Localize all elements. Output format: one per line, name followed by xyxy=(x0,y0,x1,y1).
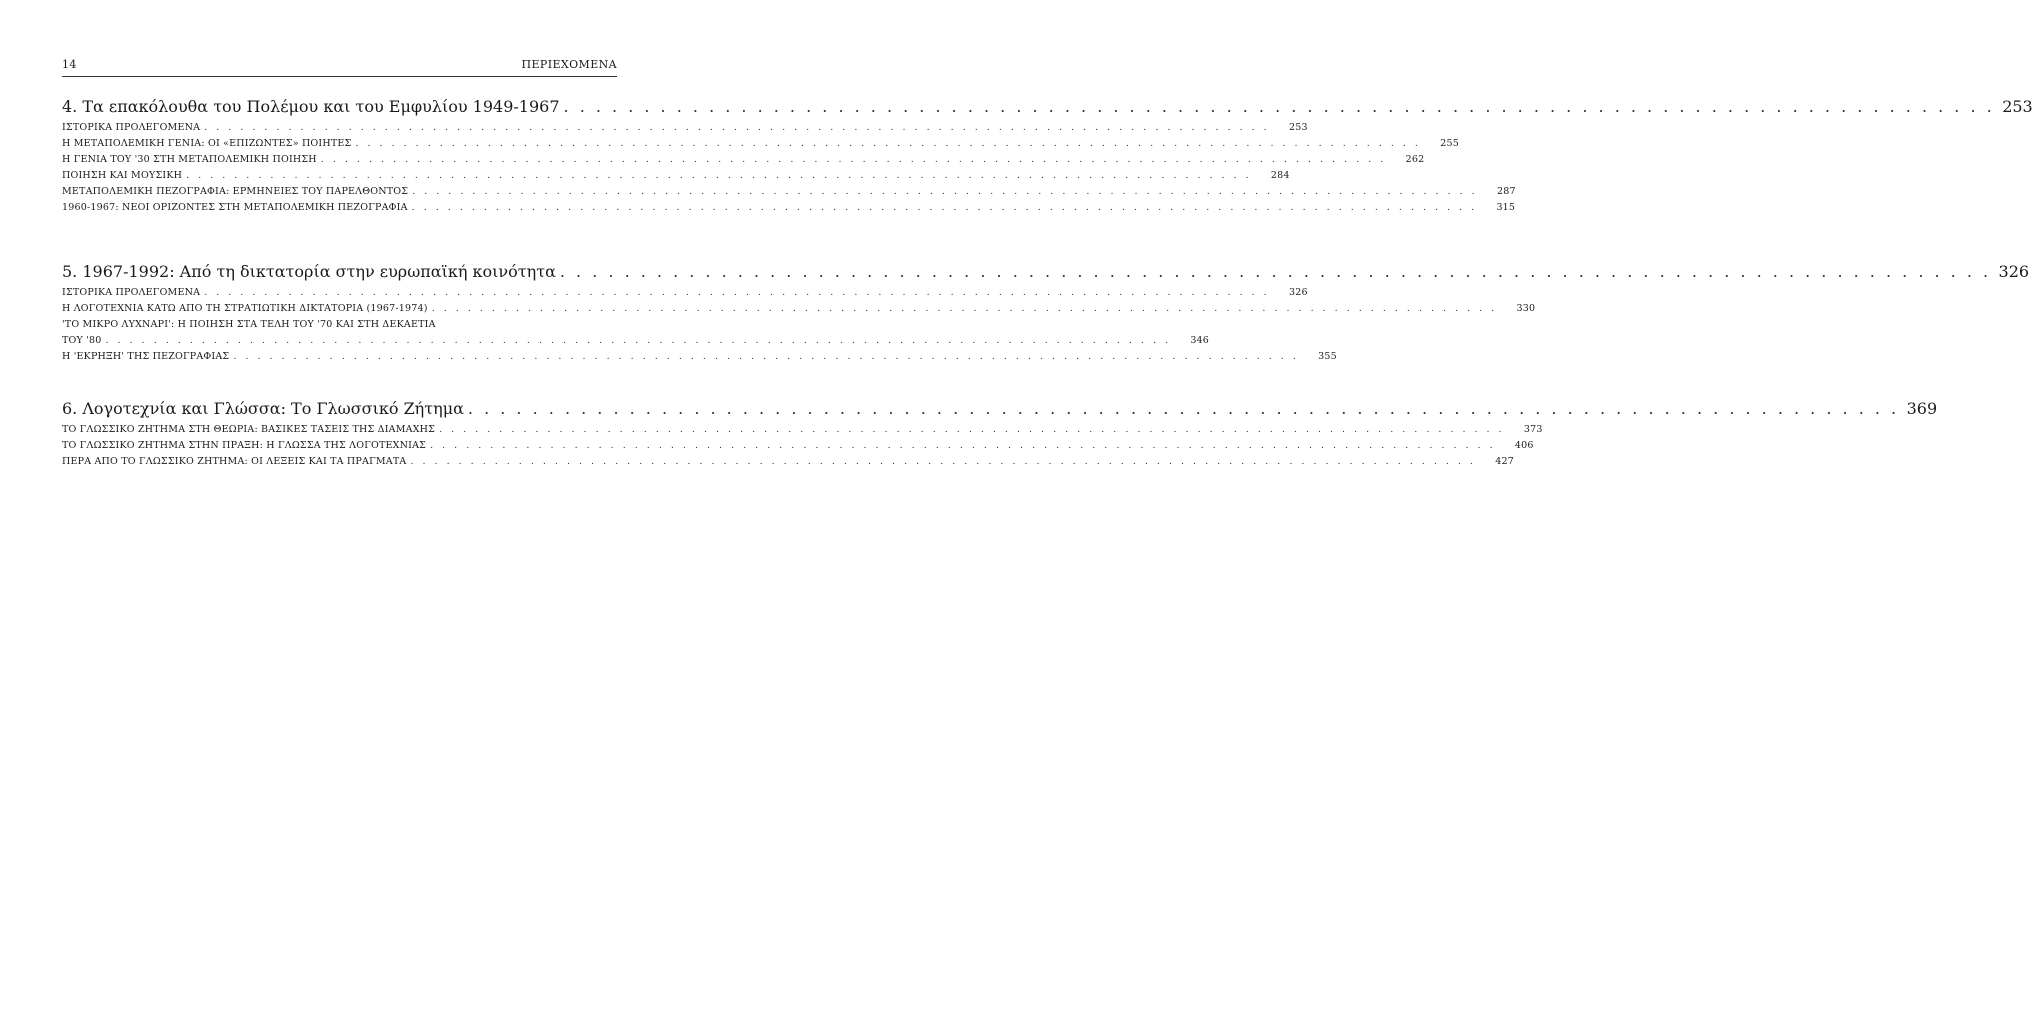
dot-leader xyxy=(439,422,1505,438)
chapter-title: Λογοτεχνία και Γλώσσα: Το Γλωσσικό Ζήτημα xyxy=(82,399,464,418)
page-number: 14 xyxy=(62,58,77,71)
toc-entry xyxy=(62,184,1516,200)
dot-leader xyxy=(410,454,1476,470)
entry-page: 406 xyxy=(1514,440,1534,451)
chapter-number: 6. xyxy=(62,399,78,418)
chapter-heading xyxy=(62,261,2030,283)
entry-page: 255 xyxy=(1440,138,1459,149)
entry-title: ΠΟΙΗΣΗ ΚΑΙ ΜΟΥΣΙΚΗ xyxy=(62,170,183,181)
dot-leader xyxy=(564,96,1995,118)
toc-entry xyxy=(62,349,1337,365)
entry-page: 326 xyxy=(1288,287,1308,298)
entry-title: ΠΕΡΑ ΑΠΟ ΤΟ ΓΛΩΣΣΙΚΟ ΖΗΤΗΜΑ: ΟΙ ΛΕΞΕΙΣ ΚΑΙ ΤΑ ΠΡΑΓΜΑΤΑ xyxy=(62,456,407,467)
entry-title: ΙΣΤΟΡΙΚΑ ΠΡΟΛΕΓΟΜΕΝΑ xyxy=(62,122,201,133)
chapter-title: Τα επακόλουθα του Πολέμου και του Εμφυλίου 1949-1967 xyxy=(82,97,560,116)
chapter-title: 1967-1992: Από τη δικτατορία στην ευρωπαϊκή κοινότητα xyxy=(82,262,556,281)
entry-title: Η 'ΕΚΡΗΞΗ' ΤΗΣ ΠΕΖΟΓΡΑΦΙΑΣ xyxy=(62,351,230,362)
entry-title: 1960-1967: ΝΕΟΙ ΟΡΙΖΟΝΤΕΣ ΣΤΗ ΜΕΤΑΠΟΛΕΜΙΚΗ ΠΕΖΟΓΡΑΦΙΑ xyxy=(62,202,408,213)
toc-entry xyxy=(62,120,1308,136)
entry-page: 287 xyxy=(1496,186,1516,197)
entry-page: 315 xyxy=(1496,202,1516,213)
toc-entry xyxy=(62,168,1290,184)
dot-leader xyxy=(321,152,1387,168)
entry-page: 346 xyxy=(1190,335,1210,346)
chapter-4 xyxy=(62,96,2033,216)
toc-entry xyxy=(62,454,1514,470)
chapter-number: 4. xyxy=(62,97,78,116)
entry-title: Η ΜΕΤΑΠΟΛΕΜΙΚΗ ΓΕΝΙΑ: ΟΙ «ΕΠΙΖΩΝΤΕΣ» ΠΟΙΗΤΕΣ xyxy=(62,138,352,149)
entry-title: ΤΟΥ '80 xyxy=(62,335,102,346)
entry-title: Η ΓΕΝΙΑ ΤΟΥ '30 ΣΤΗ ΜΕΤΑΠΟΛΕΜΙΚΗ ΠΟΙΗΣΗ xyxy=(62,154,317,165)
entry-title: ΜΕΤΑΠΟΛΕΜΙΚΗ ΠΕΖΟΓΡΑΦΙΑ: ΕΡΜΗΝΕΙΕΣ ΤΟΥ ΠΑΡΕΛΘΟΝΤΟΣ xyxy=(62,186,409,197)
toc-entry xyxy=(62,285,1308,301)
chapter-number: 5. xyxy=(62,262,78,281)
running-head-title: ΠΕΡΙΕΧΟΜΕΝΑ xyxy=(521,58,617,71)
entry-page: 284 xyxy=(1270,170,1290,181)
chapter-heading xyxy=(62,96,2033,118)
entry-title-line1: 'ΤΟ ΜΙΚΡΟ ΛΥΧΝΑΡΙ': Η ΠΟΙΗΣΗ ΣΤΑ ΤΕΛΗ ΤΟΥ '70 ΚΑΙ ΣΤΗ ΔΕΚΑΕΤΙΑ xyxy=(62,319,436,330)
dot-leader xyxy=(204,285,1270,301)
dot-leader xyxy=(412,184,1478,200)
entry-title: ΤΟ ΓΛΩΣΣΙΚΟ ΖΗΤΗΜΑ ΣΤΗΝ ΠΡΑΞΗ: Η ΓΛΩΣΣΑ ΤΗΣ ΛΟΓΟΤΕΧΝΙΑΣ xyxy=(62,440,427,451)
toc-entry xyxy=(62,200,1516,216)
entry-page: 427 xyxy=(1495,456,1514,467)
dot-leader xyxy=(560,261,1991,283)
dot-leader xyxy=(412,200,1478,216)
chapter-page: 253 xyxy=(2002,97,2033,116)
dot-leader xyxy=(204,120,1270,136)
toc-entry xyxy=(62,301,1536,317)
dot-leader xyxy=(468,398,1899,420)
toc-entry xyxy=(62,333,1210,349)
entry-page: 373 xyxy=(1523,424,1543,435)
entry-page: 355 xyxy=(1318,351,1337,362)
chapter-page: 326 xyxy=(1998,262,2030,281)
entry-page: 253 xyxy=(1288,122,1308,133)
toc-entry xyxy=(62,438,1534,454)
entry-title: ΙΣΤΟΡΙΚΑ ΠΡΟΛΕΓΟΜΕΝΑ xyxy=(62,287,201,298)
toc-entry xyxy=(62,152,1425,168)
running-head xyxy=(62,58,617,71)
chapter-6 xyxy=(62,398,1938,470)
toc-entry xyxy=(62,422,1543,438)
dot-leader xyxy=(430,438,1496,454)
entry-page: 330 xyxy=(1516,303,1536,314)
chapter-5 xyxy=(62,261,2030,365)
dot-leader xyxy=(186,168,1252,184)
chapter-page: 369 xyxy=(1906,399,1938,418)
dot-leader xyxy=(355,136,1421,152)
chapter-heading xyxy=(62,398,1938,420)
header-rule xyxy=(62,76,617,77)
dot-leader xyxy=(106,333,1172,349)
entry-title: ΤΟ ΓΛΩΣΣΙΚΟ ΖΗΤΗΜΑ ΣΤΗ ΘΕΩΡΙΑ: ΒΑΣΙΚΕΣ ΤΑΣΕΙΣ ΤΗΣ ΔΙΑΜΑΧΗΣ xyxy=(62,424,436,435)
toc-entry xyxy=(62,136,1459,152)
entry-page: 262 xyxy=(1405,154,1425,165)
dot-leader xyxy=(432,301,1498,317)
dot-leader xyxy=(233,349,1299,365)
entry-title: Η ΛΟΓΟΤΕΧΝΙΑ ΚΑΤΩ ΑΠΟ ΤΗ ΣΤΡΑΤΙΩΤΙΚΗ ΔΙΚΤΑΤΟΡΙΑ (1967-1974) xyxy=(62,303,428,314)
